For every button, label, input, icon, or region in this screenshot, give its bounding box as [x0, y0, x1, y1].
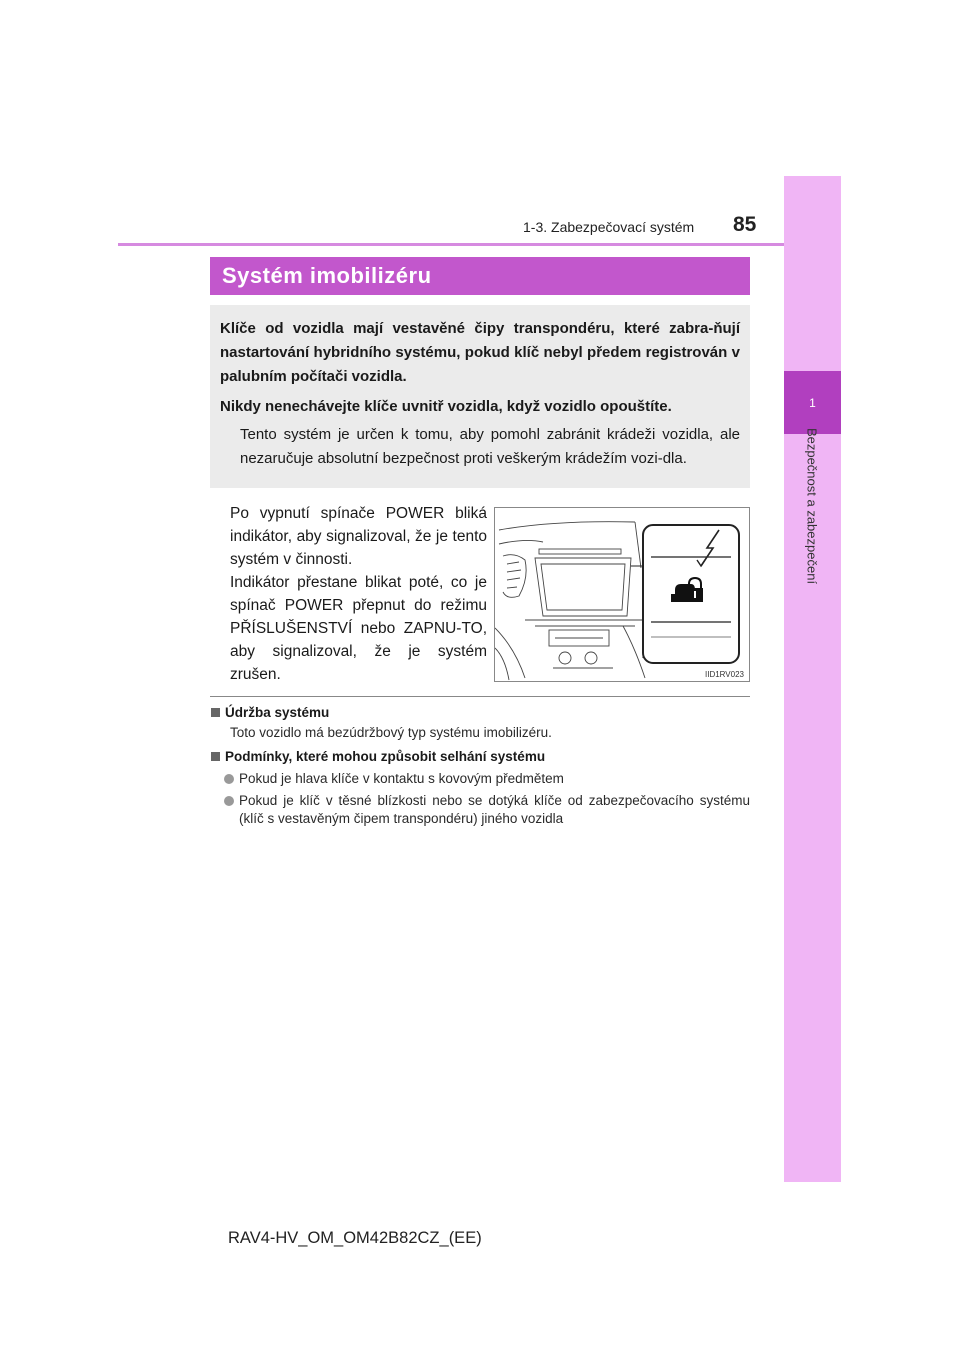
note-heading-text: Údržba systému	[225, 705, 330, 720]
notes-section	[210, 704, 750, 828]
list-item	[224, 770, 750, 788]
list-item-text: Pokud je hlava klíče v kontaktu s kovovým předmětem	[239, 771, 564, 786]
intro-box	[210, 305, 750, 488]
section-label: 1-3. Zabezpečovací systém	[523, 219, 695, 235]
dashboard-drawing	[495, 508, 749, 681]
chapter-side-tab	[784, 176, 841, 1182]
notes-divider	[210, 696, 750, 697]
circle-bullet-icon	[224, 796, 234, 806]
dashboard-illustration	[494, 507, 750, 682]
note-heading	[210, 704, 750, 722]
square-bullet-icon	[211, 708, 220, 717]
header-divider	[118, 243, 784, 246]
list-item	[224, 792, 750, 828]
body-paragraph: Po vypnutí spínače POWER bliká indikátor, aby signalizoval, že je tento systém v činnosti.	[230, 505, 487, 568]
body-paragraph: Indikátor přestane blikat poté, co je spínač POWER přepnut do režimu PŘÍSLUŠENSTVÍ nebo ZAPNU-TO, aby signalizoval, že je systém zrušen.	[230, 574, 487, 683]
square-bullet-icon	[211, 752, 220, 761]
note-heading	[210, 748, 750, 766]
intro-bold-text: Klíče od vozidla mají vestavěné čipy transpondéru, které zabra-ňují nastartování hybridního systému, pokud klíč nebyl předem registrován v palubním počítači vozidla.	[220, 320, 740, 385]
intro-note-text: Tento systém je určen k tomu, aby pomohl zabránit krádeži vozidla, ale nezaručuje absolutní bezpečnost proti veškerým krádežím vozi-dla.	[240, 426, 740, 467]
chapter-number: 1	[784, 371, 841, 434]
note-text: Toto vozidlo má bezúdržbový typ systému imobilizéru.	[230, 725, 552, 740]
chapter-title: Bezpečnost a zabezpečení	[804, 427, 820, 585]
figure-code: IID1RV023	[705, 670, 744, 679]
page-title: Systém imobilizéru	[210, 257, 750, 295]
note-heading-text: Podmínky, které mohou způsobit selhání systému	[225, 749, 546, 764]
document-code: RAV4-HV_OM_OM42B82CZ_(EE)	[228, 1229, 482, 1247]
intro-warning-text: Nikdy nenechávejte klíče uvnitř vozidla, když vozidlo opouštíte.	[220, 398, 672, 415]
list-item-text: Pokud je klíč v těsné blízkosti nebo se dotýká klíče od zabezpečovacího systému (klíč s vestavěným čipem transpondéru) jiného vozidla	[239, 793, 750, 826]
circle-bullet-icon	[224, 774, 234, 784]
page-number: 85	[733, 213, 757, 236]
